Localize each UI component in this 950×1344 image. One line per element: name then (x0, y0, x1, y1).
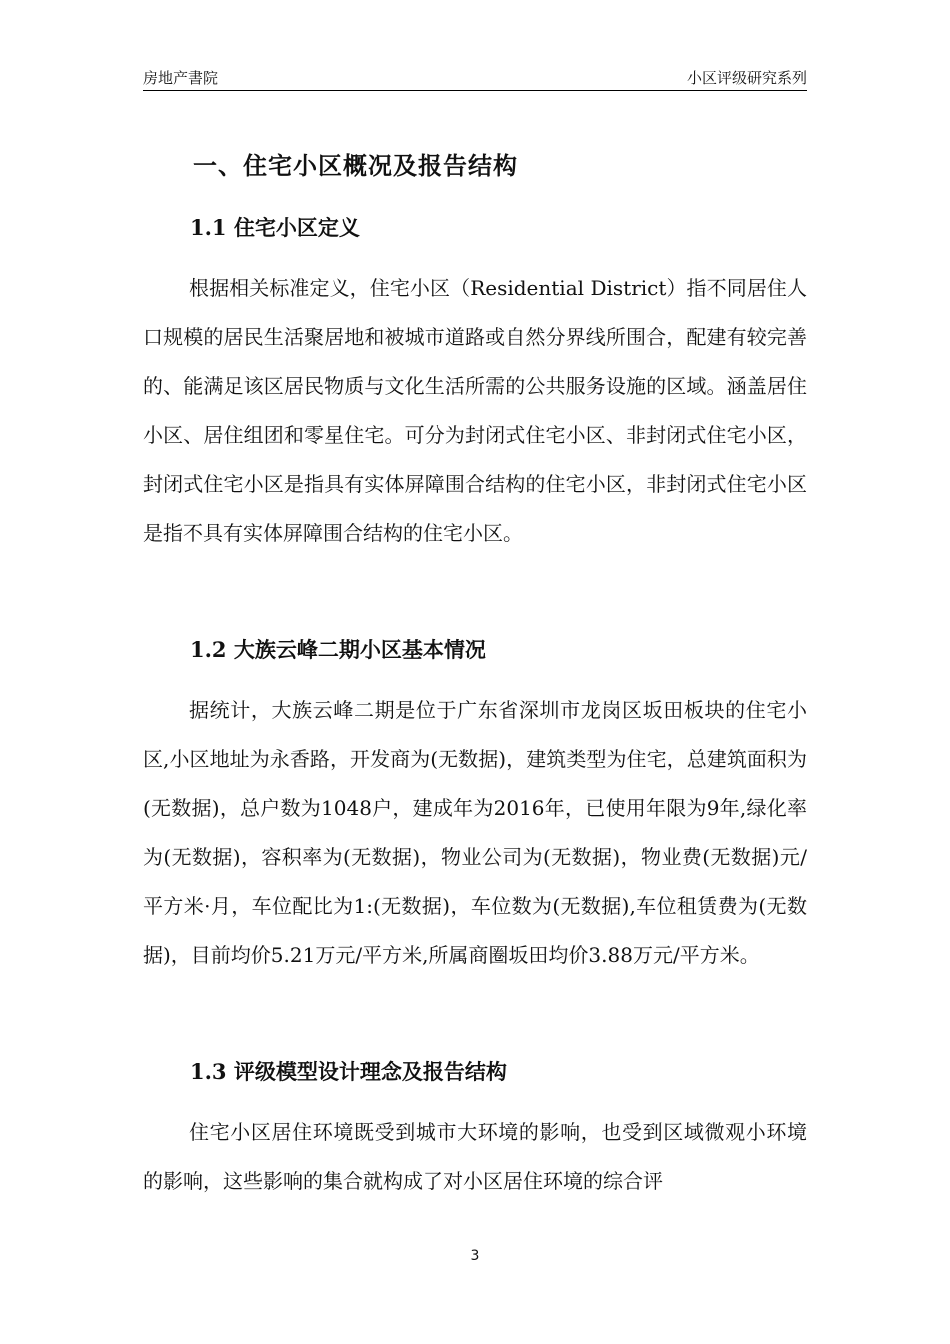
section-paragraph-1-1: 根据相关标准定义，住宅小区（Residential District）指不同居住人口规模的居民生活聚居地和被城市道路或自然分界线所围合，配建有较完善的、能满足该区居民物质与文化生活所需的公共服务设施的区域。涵盖居住小区、居住组团和零星住宅。可分为封闭式住宅小区、非封闭式住宅小区，封闭式住宅小区是指具有实体屏障围合结构的住宅小区，非封闭式住宅小区是指不具有实体屏障围合结构的住宅小区。 (143, 276, 807, 545)
page-header (143, 64, 807, 91)
section-title-1-1: 1.1 住宅小区定义 (190, 215, 360, 240)
section-title-1-2: 1.2 大族云峰二期小区基本情况 (190, 637, 486, 662)
section-paragraph-1-2: 据统计，大族云峰二期是位于广东省深圳市龙岗区坂田板块的住宅小区,小区地址为永香路，开发商为(无数据)，建筑类型为住宅，总建筑面积为(无数据)，总户数为1048户，建成年为2016年，已使用年限为9年,绿化率为(无数据)，容积率为(无数据)，物业公司为(无数据)，物业费(无数据)元/平方米·月，车位配比为1:(无数据)，车位数为(无数据),车位租赁费为(无数据)，目前均价5.21万元/平方米,所属商圈坂田均价3.88万元/平方米。 (143, 698, 807, 967)
header-series-title: 小区评级研究系列 (686, 69, 807, 87)
page-number: 3 (470, 1248, 480, 1264)
chapter-heading: 一、住宅小区概况及报告结构 (193, 152, 518, 180)
section-paragraph-1-3: 住宅小区居住环境既受到城市大环境的影响，也受到区域微观小环境的影响，这些影响的集合就构成了对小区居住环境的综合评 (143, 1120, 807, 1193)
section-title-1-3: 1.3 评级模型设计理念及报告结构 (190, 1059, 507, 1084)
header-publisher: 房地产書院 (143, 69, 219, 87)
